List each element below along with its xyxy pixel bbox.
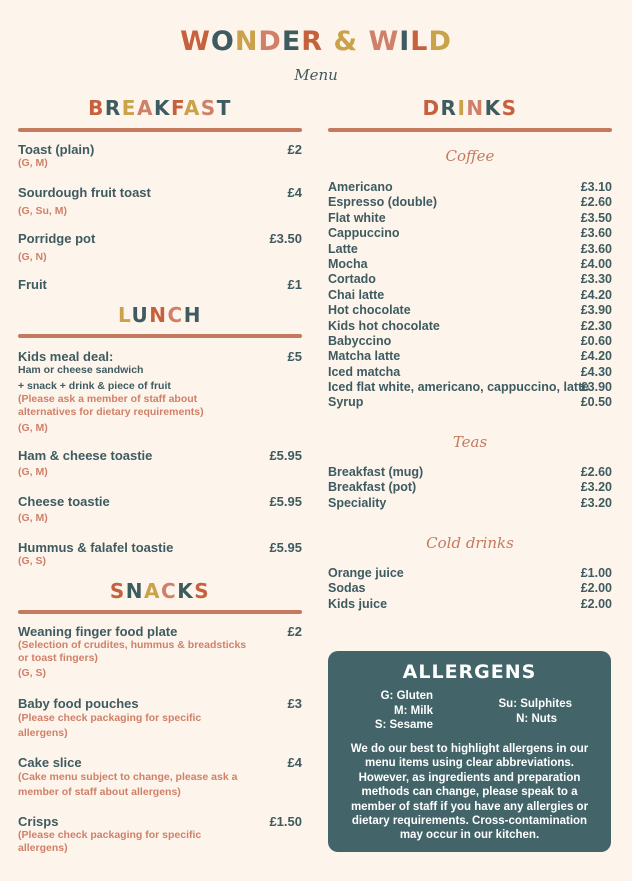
- item-name: Weaning finger food plate: [18, 624, 178, 639]
- drink-row: [328, 566, 612, 581]
- item-price: £2: [287, 624, 302, 639]
- breakfast-divider: [18, 128, 302, 132]
- heading-letter: B: [88, 96, 105, 120]
- heading-letter: R: [301, 26, 324, 57]
- heading-letter: K: [153, 96, 171, 120]
- heading-letter: R: [104, 96, 122, 120]
- drink-price: £3.90: [580, 380, 612, 395]
- menu-item-baby-pouches: [18, 696, 302, 740]
- snacks-divider: [18, 610, 302, 614]
- drink-price: £2.00: [580, 596, 612, 611]
- drink-price: £4.00: [580, 256, 612, 271]
- drink-row: [328, 480, 612, 495]
- drink-name: Mocha: [328, 256, 368, 271]
- item-name: Cheese toastie: [18, 494, 110, 509]
- drink-row: [328, 288, 612, 303]
- drink-price: £4.20: [580, 349, 612, 364]
- heading-letter: W: [180, 26, 211, 57]
- heading-letter: K: [177, 579, 195, 603]
- item-name: Cake slice: [18, 755, 82, 770]
- drink-name: Matcha latte: [328, 349, 401, 364]
- drink-name: Iced matcha: [328, 364, 401, 379]
- item-description: Ham or cheese sandwich: [18, 364, 144, 376]
- item-name: Porridge pot: [18, 231, 96, 246]
- heading-letter: L: [118, 303, 132, 327]
- drink-price: £3.60: [580, 241, 612, 256]
- heading-letter: C: [167, 303, 184, 327]
- drink-row: [328, 319, 612, 334]
- drink-name: Hot chocolate: [328, 303, 411, 318]
- drink-price: £2.60: [580, 465, 612, 479]
- item-price: £2: [287, 142, 302, 157]
- cold-drinks-heading: Cold drinks: [426, 534, 514, 552]
- teas-list: [328, 465, 612, 511]
- item-price: £4: [287, 185, 302, 200]
- drink-row: [328, 395, 612, 410]
- allergen-key-milk: M: Milk: [394, 704, 433, 717]
- menu-title: [0, 26, 632, 57]
- heading-letter: H: [183, 303, 202, 327]
- drink-price: £0.60: [580, 333, 612, 348]
- heading-letter: D: [422, 96, 441, 120]
- heading-letter: W: [368, 26, 400, 57]
- item-price: £5: [287, 349, 302, 364]
- allergen-key-left: [340, 689, 433, 733]
- drink-price: £3.90: [580, 303, 612, 318]
- menu-item-crisps: [18, 814, 302, 855]
- menu-item-weaning-plate: [18, 624, 302, 680]
- item-note: (Please check packaging for specific allergens): [18, 829, 202, 854]
- item-allergens: (G, M): [18, 422, 48, 434]
- drink-price: £2.60: [580, 195, 612, 210]
- menu-item-sourdough: [18, 185, 302, 218]
- item-price: £3: [287, 696, 302, 711]
- heading-letter: S: [194, 579, 211, 603]
- allergen-key-gluten: G: Gluten: [380, 690, 433, 702]
- menu-item-hummus-toastie: [18, 540, 302, 568]
- drink-row: [328, 380, 612, 395]
- allergen-key-sesame: S: Sesame: [374, 719, 433, 731]
- drink-row: [328, 195, 612, 210]
- drink-name: Breakfast (pot): [328, 480, 417, 495]
- item-name: Toast (plain): [18, 142, 95, 157]
- item-description: + snack + drink & piece of fruit: [18, 380, 171, 392]
- item-name: Ham & cheese toastie: [18, 448, 153, 463]
- item-name: Kids meal deal:: [18, 349, 114, 364]
- heading-letter: N: [466, 96, 485, 120]
- drink-name: Americano: [328, 180, 393, 194]
- drink-row: [328, 334, 612, 349]
- teas-heading: Teas: [452, 433, 488, 451]
- drink-price: £3.20: [580, 495, 612, 510]
- heading-letter: &: [333, 26, 359, 57]
- heading-letter: E: [281, 26, 302, 57]
- allergens-heading: ALLERGENS: [402, 661, 537, 683]
- drink-row: [328, 597, 612, 612]
- item-name: Baby food pouches: [18, 696, 139, 711]
- item-allergens: (G, M): [18, 512, 48, 524]
- heading-letter: N: [234, 26, 259, 57]
- allergens-panel: [328, 651, 611, 852]
- menu-item-cake-slice: [18, 755, 302, 799]
- drink-row: [328, 465, 612, 480]
- drink-name: Chai latte: [328, 287, 385, 302]
- drink-row: [328, 211, 612, 226]
- drink-name: Breakfast (mug): [328, 465, 424, 479]
- snacks-heading: [18, 579, 302, 603]
- drink-price: £3.60: [580, 226, 612, 241]
- drink-name: Syrup: [328, 395, 364, 410]
- drink-price: £3.10: [580, 180, 612, 194]
- drink-price: £3.20: [580, 480, 612, 495]
- item-price: £3.50: [269, 231, 302, 246]
- drink-row: [328, 242, 612, 257]
- drink-name: Kids juice: [328, 596, 388, 611]
- item-note: (Please check packaging for specific allergens): [18, 712, 202, 739]
- heading-letter: E: [121, 96, 137, 120]
- cold-drinks-list: [328, 566, 612, 612]
- heading-letter: F: [170, 96, 184, 120]
- heading-letter: U: [131, 303, 150, 327]
- menu-item-porridge: [18, 231, 302, 264]
- drinks-divider: [328, 128, 612, 132]
- item-price: £1: [287, 277, 302, 292]
- menu-item-toast: [18, 142, 302, 170]
- heading-letter: [358, 26, 368, 57]
- drink-row: [328, 349, 612, 364]
- heading-letter: N: [125, 579, 145, 603]
- drink-price: £2.30: [580, 318, 612, 333]
- item-note: (Cake menu subject to change, please ask a member of staff about allergens): [18, 771, 238, 798]
- drink-price: £1.00: [580, 566, 612, 580]
- drink-price: £3.50: [580, 210, 612, 225]
- allergen-key-nuts: N: Nuts: [516, 712, 557, 725]
- heading-letter: S: [109, 579, 126, 603]
- item-allergens: (G, Su, M): [18, 205, 67, 217]
- heading-letter: R: [440, 96, 458, 120]
- drink-price: £3.30: [580, 272, 612, 287]
- item-name: Fruit: [18, 277, 47, 292]
- drink-row: [328, 272, 612, 287]
- allergen-key-sulphites: Su: Sulphites: [498, 698, 572, 710]
- item-name: Crisps: [18, 814, 59, 829]
- heading-letter: C: [161, 579, 178, 603]
- drink-row: [328, 496, 612, 511]
- drink-name: Flat white: [328, 210, 386, 225]
- item-allergens: (G, S): [18, 555, 46, 567]
- drink-name: Speciality: [328, 495, 387, 510]
- item-name: Hummus & falafel toastie: [18, 540, 174, 555]
- coffee-list: [328, 180, 612, 411]
- heading-letter: N: [149, 303, 168, 327]
- item-allergens: (G, M): [18, 157, 48, 169]
- menu-item-fruit: [18, 277, 302, 292]
- drinks-heading: [328, 96, 612, 120]
- heading-letter: I: [399, 26, 411, 57]
- item-allergens: (G, M): [18, 466, 48, 478]
- drink-price: £4.20: [580, 287, 612, 302]
- heading-letter: K: [484, 96, 502, 120]
- drink-name: Sodas: [328, 581, 366, 596]
- heading-letter: A: [136, 96, 154, 120]
- item-price: £5.95: [269, 540, 302, 555]
- heading-letter: L: [410, 26, 429, 57]
- item-note: (Please ask a member of staff about alternatives for dietary requirements): [18, 393, 204, 418]
- heading-letter: A: [183, 96, 201, 120]
- heading-letter: D: [428, 26, 452, 57]
- drink-price: £2.00: [580, 581, 612, 596]
- drink-row: [328, 226, 612, 241]
- drink-name: Cappuccino: [328, 226, 400, 241]
- drink-price: £4.30: [580, 364, 612, 379]
- heading-letter: S: [501, 96, 518, 120]
- heading-letter: [323, 26, 333, 57]
- drink-row: [328, 303, 612, 318]
- item-name: Sourdough fruit toast: [18, 185, 151, 200]
- drink-row: [328, 180, 612, 195]
- lunch-divider: [18, 334, 302, 338]
- heading-letter: A: [144, 579, 162, 603]
- item-price: £5.95: [269, 494, 302, 509]
- item-note: (Selection of crudites, hummus & breadsticks or toast fingers): [18, 639, 247, 664]
- heading-letter: I: [457, 96, 467, 120]
- item-price: £5.95: [269, 448, 302, 463]
- drink-price: £0.50: [580, 395, 612, 410]
- menu-subtitle: Menu: [294, 66, 338, 84]
- drink-row: [328, 581, 612, 596]
- drink-row: [328, 257, 612, 272]
- drink-name: Cortado: [328, 272, 376, 287]
- item-allergens: (G, S): [18, 667, 46, 679]
- heading-letter: T: [216, 96, 232, 120]
- lunch-heading: [18, 303, 302, 327]
- menu-item-ham-cheese-toastie: [18, 448, 302, 479]
- menu-item-kids-meal: [18, 349, 302, 435]
- drink-name: Kids hot chocolate: [328, 318, 440, 333]
- drink-name: Latte: [328, 241, 358, 256]
- heading-letter: O: [210, 26, 235, 57]
- allergen-key-right: [478, 697, 572, 726]
- drink-name: Iced flat white, americano, cappuccino, latte: [328, 380, 590, 395]
- allergens-disclaimer: We do our best to highlight allergens in our menu items using clear abbreviations. However, as ingredients and preparation methods can change, please speak to a member of staff if you have any allergies or dietary requirements. Cross-contamination may occur in our kitchen.: [350, 743, 589, 842]
- drink-name: Babyccino: [328, 333, 392, 348]
- menu-item-cheese-toastie: [18, 494, 302, 525]
- item-price: £1.50: [269, 814, 302, 829]
- drink-name: Espresso (double): [328, 195, 438, 210]
- heading-letter: D: [258, 26, 282, 57]
- item-allergens: (G, N): [18, 251, 47, 263]
- item-price: £4: [287, 755, 302, 770]
- drink-name: Orange juice: [328, 566, 404, 580]
- coffee-heading: Coffee: [445, 147, 495, 165]
- breakfast-heading: [18, 96, 302, 120]
- heading-letter: S: [200, 96, 217, 120]
- drink-row: [328, 365, 612, 380]
